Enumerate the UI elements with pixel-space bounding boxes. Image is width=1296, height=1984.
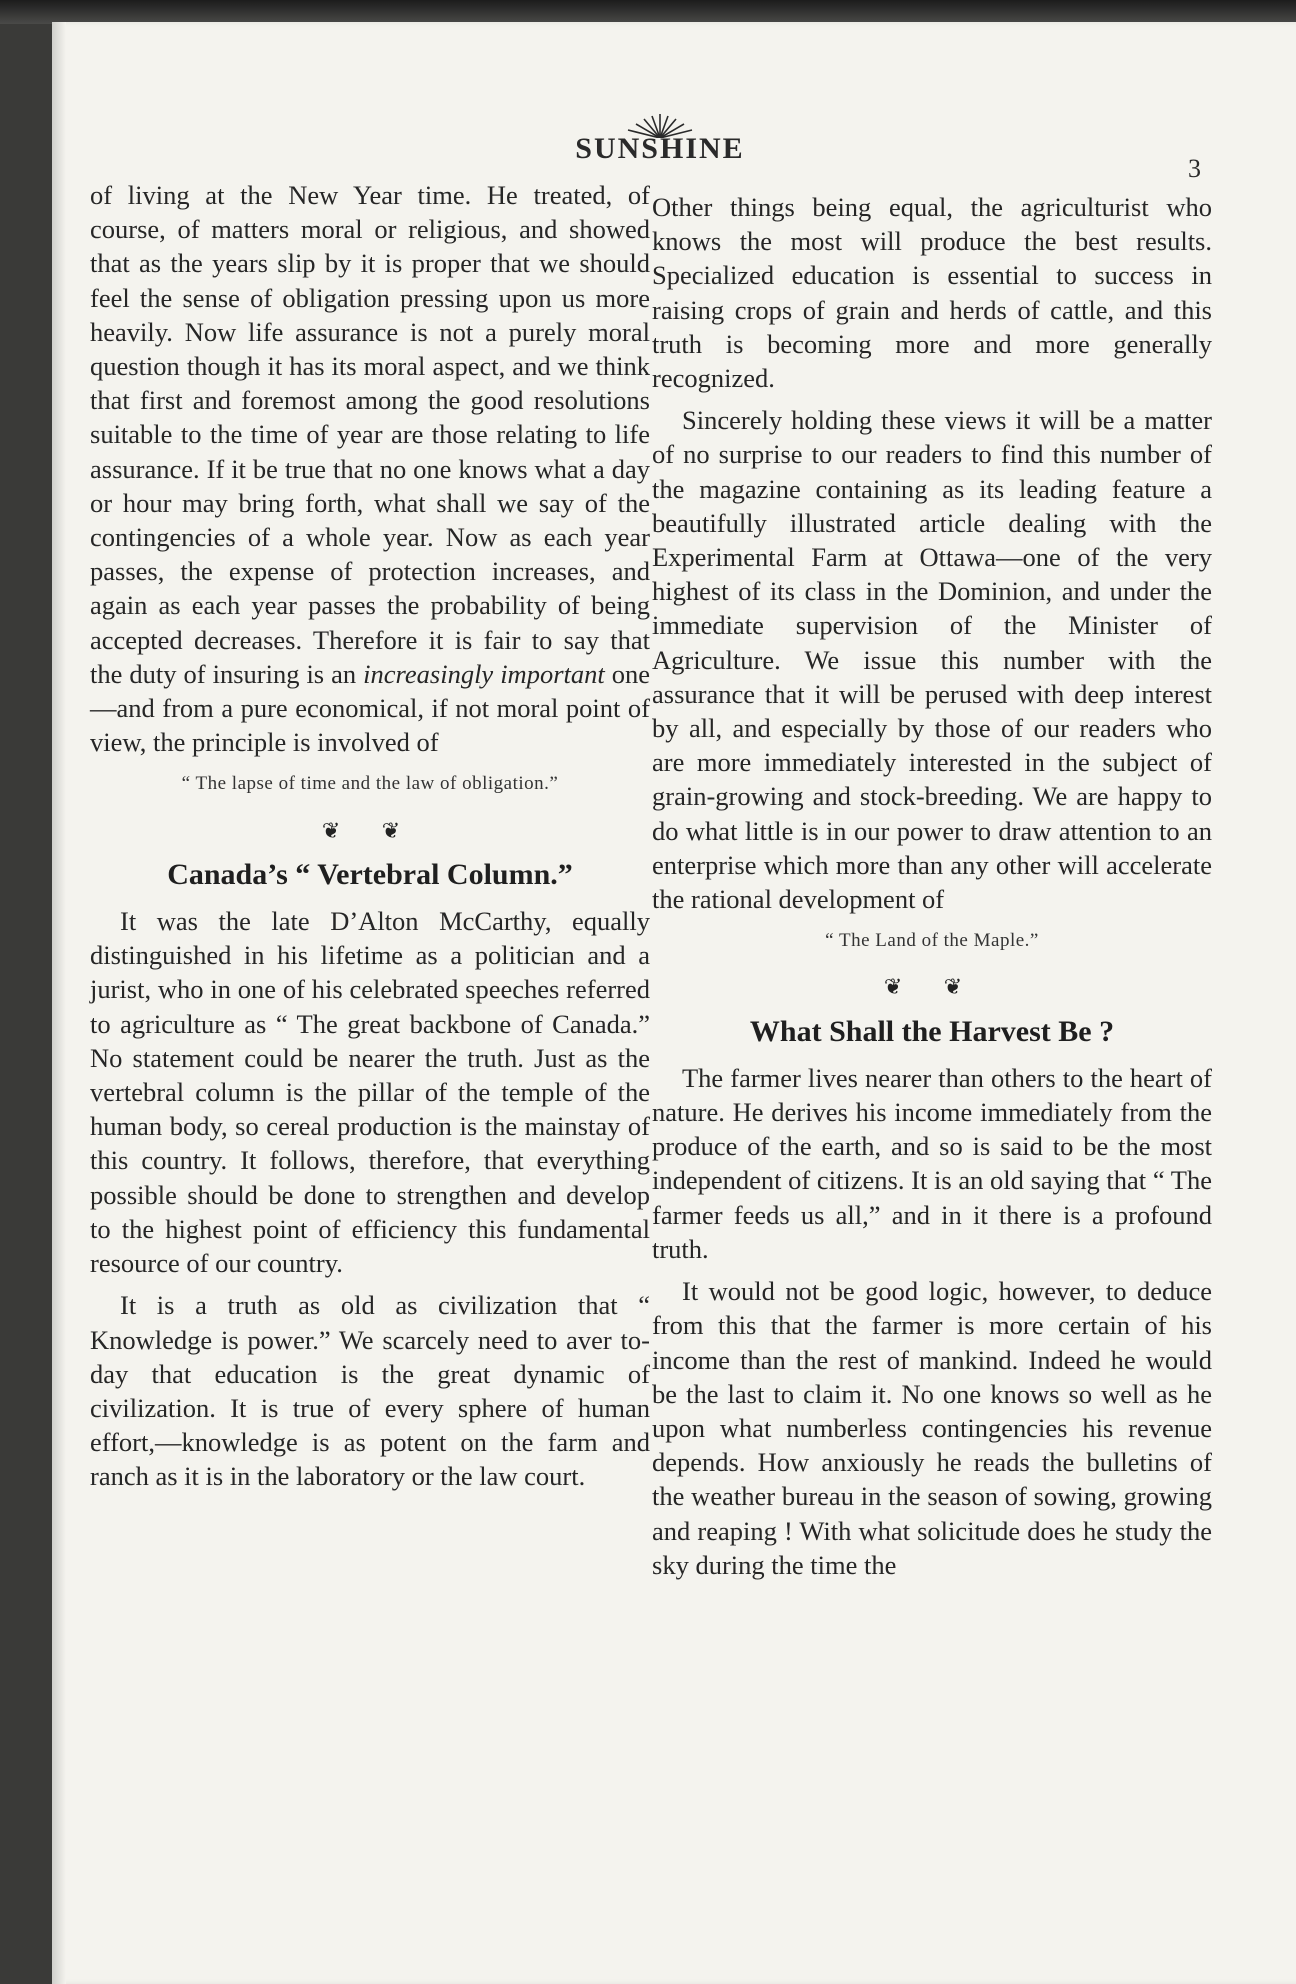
italic-phrase: increasingly important — [363, 658, 605, 689]
closing-quote-2: “ The Land of the Maple.” — [825, 930, 1039, 952]
right-column — [652, 190, 1212, 1590]
left-column — [90, 178, 650, 1502]
left-paragraph-3: It is a truth as old as civilization that “ Knowledge is power.” We scarcely need to aver to-day that education is the great dynamic of civilization. It is true of every sphere of human effort,—knowledge is as potent on the farm and ranch as it is in the laboratory or the law court. — [90, 1290, 650, 1492]
page-binding-shadow — [52, 22, 66, 1984]
masthead-title: SUNSHINE — [575, 132, 745, 165]
section-heading-harvest: What Shall the Harvest Be ? — [749, 1014, 1115, 1048]
right-paragraph-1: Other things being equal, the agriculturist who knows the most will produce the best results. Specialized education is essential to success in raising crops of grain and herds of cattle, and this truth is becoming more and more generally recognized. — [652, 192, 1212, 394]
fleuron-divider-icon: ❦ ❦ — [321, 817, 419, 843]
fleuron-divider-icon: ❦ ❦ — [883, 974, 981, 1000]
page-number: 3 — [1188, 154, 1201, 183]
section-heading-vertebral-column: Canada’s “ Vertebral Column.” — [167, 857, 573, 891]
scan-top-edge — [0, 0, 1296, 24]
left-paragraph-2: It was the late D’Alton McCarthy, equally distinguished in his lifetime as a politician and a jurist, who in one of his celebrated speeches referred to agriculture as “ The great backbone of Canada.” No statement could be nearer the truth. Just as the vertebral column is the pillar of the temple of the human body, so cereal production is the mainstay of this country. It follows, therefore, that everything possible should be done to strengthen and develop to the highest point of efficiency this fundamental resource of our country. — [90, 906, 650, 1279]
left-paragraph-1: of living at the New Year time. He treated, of course, of matters moral or religious, and showed that as the years slip by it is proper that we should feel the sense of obligation pressing upon us more heavily. Now life assurance is not a purely moral question though it has its moral aspect, and we think that first and foremost among the good resolutions suitable to the time of year are those relating to life assurance. If it be true that no one knows what a day or hour may bring forth, what shall we say of the contingencies of a whole year. Now as each year passes, the expense of protection increases, and again as each year passes the probability of being accepted decreases. Therefore it is fair to say that the duty of insuring is an increasingly important one—and from a pure economical, if not moral point of view, the principle is involved of — [90, 180, 651, 758]
right-paragraph-4: It would not be good logic, however, to deduce from this that the farmer is more certain of his income than the rest of mankind. Indeed he would be the last to claim it. No one knows so well as he upon what numberless contingencies his revenue depends. How anxiously he reads the bulletins of the weather bureau in the season of sowing, growing and reaping ! With what solicitude does he study the sky during the time the — [652, 1276, 1212, 1580]
closing-quote-1: “ The lapse of time and the law of obligation.” — [181, 773, 559, 795]
right-paragraph-2: Sincerely holding these views it will be a matter of no surprise to our readers to find this number of the magazine containing as its leading feature a beautifully illustrated article dealing with the Experimental Farm at Ottawa—one of the very highest of its class in the Dominion, and under the immediate supervision of the Minister of Agriculture. We issue this number with the assurance that it will be perused with deep interest by all, and especially by those of our readers who are more immediately interested in the subject of grain-growing and stock-breeding. We are happy to do what little is in our power to draw attention to an enterprise which more than any other will accelerate the rational development of — [652, 405, 1212, 915]
right-paragraph-3: The farmer lives nearer than others to the heart of nature. He derives his income immediately from the produce of the earth, and so is said to be the most independent of citizens. It is an old saying that “ The farmer feeds us all,” and in it there is a profound truth. — [652, 1062, 1212, 1264]
masthead — [560, 112, 760, 165]
